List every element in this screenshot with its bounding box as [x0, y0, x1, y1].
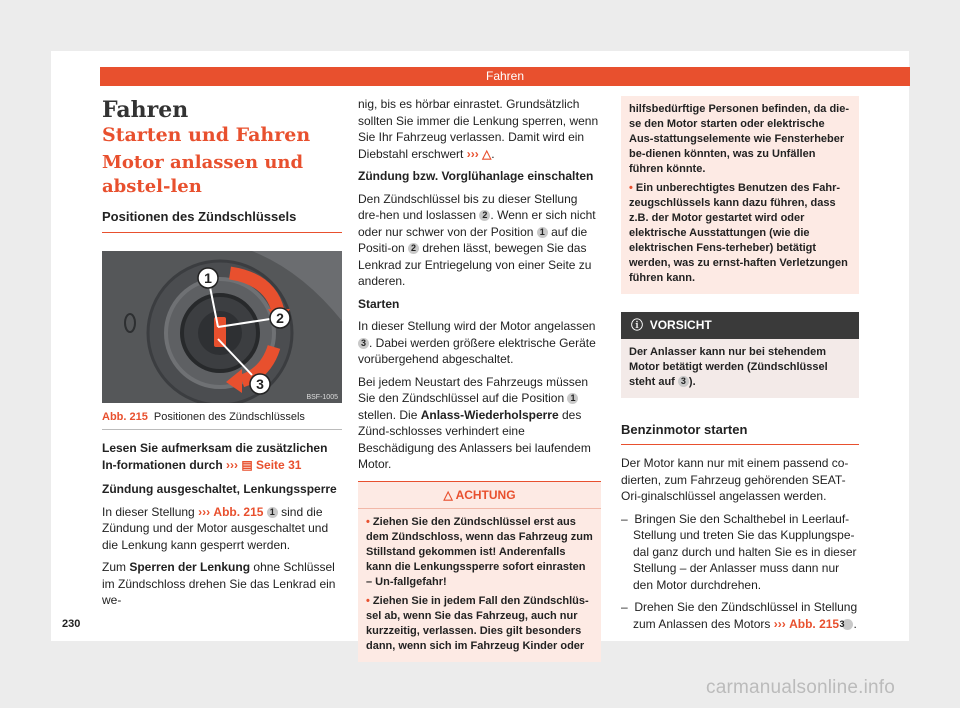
warning-triangle-icon: △	[482, 146, 492, 161]
column-left	[102, 96, 342, 615]
paragraph-lock: In dieser Stellung ››› Abb. 215 1 sind die Zündung und der Motor ausgeschaltet und die Lenkung kann gesperrt werden.	[102, 504, 329, 552]
column-right	[621, 96, 859, 638]
warning-box	[358, 481, 601, 663]
paragraph-ignition: Den Zündschlüssel bis zu dieser Stellung dre-hen und loslassen 2 . Wenn er sich nicht oder nur schwer von der Position 1 auf die Positi-on 2 drehen lässt, bewegen Sie das Lenkrad zur Entriegelung von einer Seite zu anderen.	[358, 191, 596, 288]
svg-text:2: 2	[276, 309, 284, 326]
caution-body: Der Anlasser kann nur bei stehendem Motor betätigt werden (Zündschlüssel steht auf 3 ).	[629, 345, 828, 388]
chapter-title: Fahren	[102, 97, 189, 123]
book-icon: ▤	[241, 457, 253, 472]
subheading-start: Starten	[358, 296, 400, 311]
paragraph-start: In dieser Stellung wird der Motor angelassen 3 . Dabei werden größere elektrische Geräte vorübergehend abgeschaltet.	[358, 319, 596, 366]
paragraph-steering-cont: nig, bis es hörbar einrastet. Grundsätzlich sollten Sie immer die Lenkung sperren, wenn Sie Ihr Fahrzeug verlassen. Damit wird ein Diebstahl erschwert ››› △.	[358, 97, 599, 161]
paragraph-petrol: Der Motor kann nur mit einem passend co-dierten, zum Fahrzeug gehörenden SEAT-Ori-ginalschlüssel angelassen werden.	[621, 456, 849, 503]
warning-header: △ ACHTUNG	[358, 482, 601, 510]
warning-item: hilfsbedürftige Personen befinden, da die-se den Motor starten oder elektrische Aus-stattungselemente wie Fensterheber be-dienen könnten, was zu Unfällen führen könnte.	[629, 103, 850, 175]
list-item: – Bringen Sie den Schalthebel in Leerlauf-Stellung und treten Sie das Kupplungspe-dal ganz durch und halten Sie es in dieser Stellung – der Anlasser muss dann nur den Motor durchdrehen.	[621, 511, 857, 592]
figure-link[interactable]: Abb. 215	[789, 616, 840, 631]
subheading-ignition: Zündung bzw. Vorglühanlage einschalten	[358, 169, 594, 183]
page-number: 230	[62, 618, 81, 630]
watermark: carmanualsonline.info	[706, 677, 896, 698]
read-more-link[interactable]: Seite 31	[256, 457, 302, 472]
figure-link[interactable]: Abb. 215	[213, 504, 264, 519]
warning-item: • Ziehen Sie den Zündschlüssel erst aus dem Zündschloss, wenn das Fahrzeug zum Stillstand gekommen ist! Anderenfalls kann die Lenkungssperre sofort einrasten – Un-fallgefahr!	[366, 516, 593, 588]
svg-text:1: 1	[204, 269, 212, 286]
caption-divider	[102, 429, 342, 430]
read-more-note: Lesen Sie aufmerksam die zusätzlichen In-formationen durch ››› ▤ Seite 31	[102, 441, 328, 472]
caution-box	[621, 312, 859, 398]
list-item: – Drehen Sie den Zündschlüssel in Stellung zum Anlassen des Motors ››› Abb. 215 3 .	[621, 600, 858, 631]
figure-caption: Abb. 215 Positionen des Zündschlüssels	[102, 410, 305, 423]
column-middle	[358, 96, 601, 662]
paragraph-restart: Bei jedem Neustart des Fahrzeugs müssen Sie den Zündschlüssel auf die Position 1 stellen. Die Anlass-Wiederholsperre des Zünd-schlosses verhindert eine Beschädigung des Anlassers bei laufendem Motor.	[358, 374, 591, 471]
ignition-figure	[102, 251, 342, 403]
subsection-title: Motor anlassen und abstel-len	[102, 152, 304, 197]
warning-box-continued	[621, 96, 859, 294]
section-header-bar: Fahren	[100, 67, 910, 86]
svg-text:3: 3	[256, 375, 264, 392]
ignition-illustration	[102, 251, 342, 403]
figure-code: BSF-1005	[306, 393, 338, 401]
warning-item: • Ziehen Sie in jedem Fall den Zündschlüs-sel ab, wenn Sie das Fahrzeug, auch nur kurzzeitig, verlassen. Dies gilt besonders dann, wenn sich im Fahrzeug Kinder oder	[366, 595, 589, 652]
warning-triangle-icon: △	[443, 487, 453, 502]
warning-body	[358, 509, 601, 662]
caution-header: ⓘ VORSICHT	[621, 312, 859, 339]
warning-item: • Ein unberechtigtes Benutzen des Fahr-zeugschlüssels kann dazu führen, dass z.B. der Motor gestartet wird oder elektrische Ausstattungen (wie die elektrischen Fens-terheber) betätigt werden, was zu ernst-haften Verletzungen führen kann.	[629, 182, 848, 284]
paragraph-steering: Zum Sperren der Lenkung ohne Schlüssel im Zündschloss drehen Sie das Lenkrad ein we-	[102, 560, 336, 607]
topic-title-petrol: Benzinmotor starten	[621, 422, 859, 446]
info-circle-icon: ⓘ	[631, 318, 644, 332]
subheading-lock: Zündung ausgeschaltet, Lenkungssperre	[102, 482, 337, 496]
topic-title: Positionen des Zündschlüssels	[102, 209, 342, 233]
page-sheet	[51, 51, 909, 652]
section-title: Starten und Fahren	[102, 123, 311, 146]
